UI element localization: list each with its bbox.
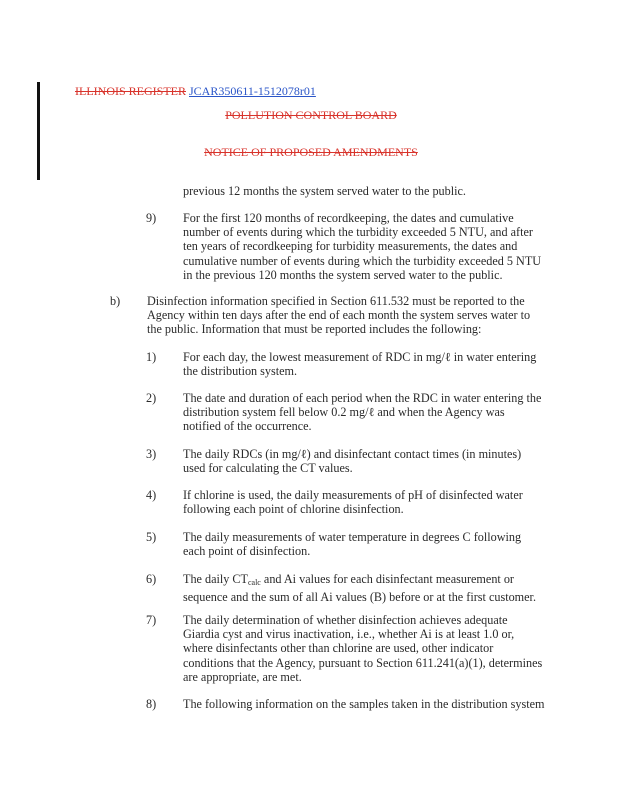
item-5-number: 5)	[146, 530, 157, 544]
item-6-text-post: and Ai values for each disinfectant measurement or sequence and the sum of all Ai values (B) before or at the first customer.	[183, 572, 536, 605]
item-9-text: For the first 120 months of recordkeeping, the dates and cumulative number of events during which the turbidity exceeded 5 NTU, and after ten years of recordkeeping for turbidity measurements, the dates and cumulative number of events during which the turbidity exceeded 5 NTU in the previous 120 months the system served water to the public.	[183, 211, 542, 282]
section-b-label: b)	[110, 294, 121, 308]
item-1-text: For each day, the lowest measurement of RDC in mg/ℓ in water entering the distribution system.	[183, 350, 537, 379]
item-3-number: 3)	[146, 447, 157, 461]
item-6-subscript: calc	[247, 578, 261, 587]
board-header: POLLUTION CONTROL BOARD	[225, 108, 397, 122]
item-2-number: 2)	[146, 391, 157, 405]
item-5-text: The daily measurements of water temperature in degrees C following each point of disinfection.	[183, 530, 522, 559]
item-3-text: The daily RDCs (in mg/ℓ) and disinfectant contact times (in minutes) used for calculating the CT values.	[183, 447, 522, 476]
item-7-text: The daily determination of whether disinfection achieves adequate Giardia cyst and virus inactivation, i.e., whether Ai is at least 1.0 or, where disinfectants other than chlorine are used, other indicator conditions that the Agency, pursuant to Section 611.241(a)(1), determines are appropriate, are met.	[183, 613, 543, 684]
item-6-text-pre: The daily CT	[183, 572, 248, 586]
register-struck-text: ILLINOIS REGISTER	[75, 84, 186, 98]
item-4-number: 4)	[146, 488, 157, 502]
item-4-text: If chlorine is used, the daily measurements of pH of disinfected water following each point of chlorine disinfection.	[183, 488, 523, 517]
item-7-number: 7)	[146, 613, 157, 627]
section-b-text: Disinfection information specified in Section 611.532 must be reported to the Agency within ten days after the end of each month the system serves water to the public. Information that must be reported includes the following:	[147, 294, 531, 337]
continuation-text: previous 12 months the system served water to the public.	[183, 184, 466, 198]
revision-change-bar	[37, 82, 40, 180]
register-header	[75, 84, 316, 99]
register-inserted-text: JCAR350611-1512078r01	[189, 84, 316, 98]
item-6-text	[183, 572, 543, 604]
item-8-number: 8)	[146, 697, 157, 711]
item-9-number: 9)	[146, 211, 157, 225]
item-2-text: The date and duration of each period when the RDC in water entering the distribution system fell below 0.2 mg/ℓ and when the Agency was notified of the occurrence.	[183, 391, 542, 434]
item-1-number: 1)	[146, 350, 157, 364]
item-6-number: 6)	[146, 572, 157, 586]
notice-header: NOTICE OF PROPOSED AMENDMENTS	[204, 145, 418, 159]
item-8-text: The following information on the samples taken in the distribution system	[183, 697, 545, 711]
